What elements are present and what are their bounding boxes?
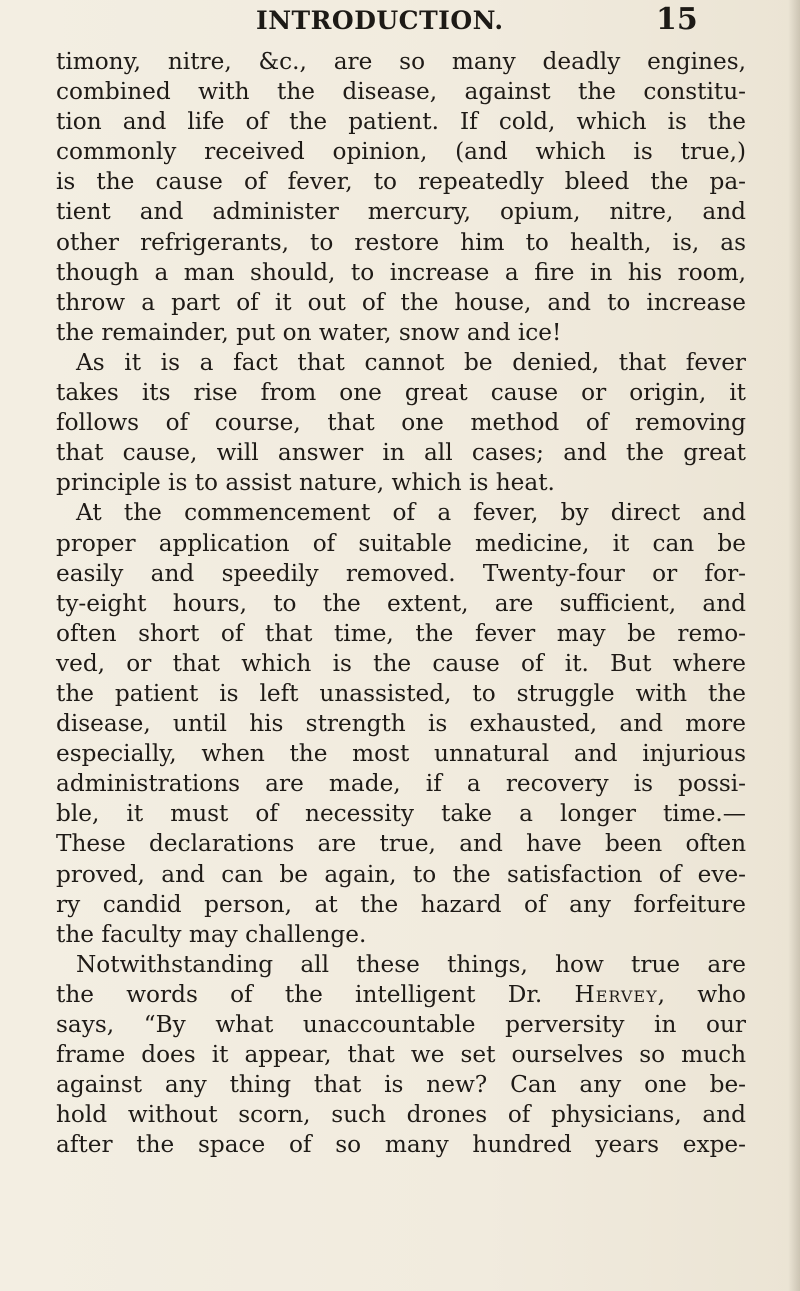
text-line: timony, nitre, &c., are so many deadly engines, — [56, 48, 746, 75]
text-line: ble, it must of necessity take a longer time.— — [56, 800, 746, 828]
text-line: easily and speedily removed. Twenty-four or for- — [56, 559, 746, 587]
text-line: follows of course, that one method of removing — [56, 409, 746, 437]
text-line: especially, when the most unnatural and injurious — [56, 740, 746, 768]
running-title: INTRODUCTION. — [256, 6, 504, 35]
text-line: after the space of so many hundred years expe- — [56, 1131, 746, 1159]
text-fragment: , who — [657, 980, 746, 1008]
text-line: ry candid person, at the hazard of any forfeiture — [56, 890, 746, 918]
text-line: principle is to assist nature, which is heat. — [56, 469, 555, 497]
text-line: is the cause of fever, to repeatedly bleed the pa- — [56, 168, 746, 196]
text-line: At the commencement of a fever, by direct and — [76, 499, 746, 527]
text-line: the remainder, put on water, snow and ice! — [56, 318, 562, 346]
text-line: hold without scorn, such drones of physicians, and — [56, 1101, 746, 1129]
text-line: These declarations are true, and have been often — [56, 830, 746, 858]
text-line — [56, 980, 746, 1010]
text-line: tion and life of the patient. If cold, which is the — [56, 108, 746, 136]
running-head — [0, 2, 800, 42]
text-line: often short of that time, the fever may be remo- — [56, 619, 746, 647]
text-line: tient and administer mercury, opium, nitre, and — [56, 198, 746, 226]
text-line: frame does it appear, that we set ourselves so much — [56, 1041, 746, 1069]
text-line: Notwithstanding all these things, how true are — [76, 950, 746, 978]
text-line: commonly received opinion, (and which is true,) — [56, 138, 746, 166]
text-line: takes its rise from one great cause or origin, it — [56, 379, 746, 407]
text-line: that cause, will answer in all cases; and the great — [56, 439, 746, 467]
body-text — [56, 47, 746, 1160]
text-line: disease, until his strength is exhausted, and more — [56, 710, 746, 738]
author-name: Hervey — [574, 980, 658, 1008]
text-line: other refrigerants, to restore him to health, is, as — [56, 228, 746, 256]
text-line: throw a part of it out of the house, and to increase — [56, 288, 746, 316]
text-line: proper application of suitable medicine, it can be — [56, 529, 746, 557]
page-edge-shadow — [788, 0, 800, 1291]
text-line: says, “By what unaccountable perversity in our — [56, 1011, 746, 1038]
text-line: against any thing that is new? Can any one be- — [56, 1071, 746, 1099]
page-number: 15 — [656, 2, 698, 37]
text-fragment: the words of the intelligent Dr. — [56, 980, 543, 1008]
text-line: combined with the disease, against the constitu- — [56, 78, 746, 106]
text-line: ty-eight hours, to the extent, are sufficient, and — [56, 589, 746, 617]
text-line: administrations are made, if a recovery is possi- — [56, 770, 746, 798]
text-line: the faculty may challenge. — [56, 920, 367, 948]
text-line: proved, and can be again, to the satisfaction of eve- — [56, 860, 746, 888]
text-line: the patient is left unassisted, to struggle with the — [56, 679, 746, 707]
text-line: As it is a fact that cannot be denied, that fever — [76, 348, 746, 376]
text-line: though a man should, to increase a fire in his room, — [56, 258, 746, 286]
text-line: ved, or that which is the cause of it. But where — [56, 649, 746, 677]
